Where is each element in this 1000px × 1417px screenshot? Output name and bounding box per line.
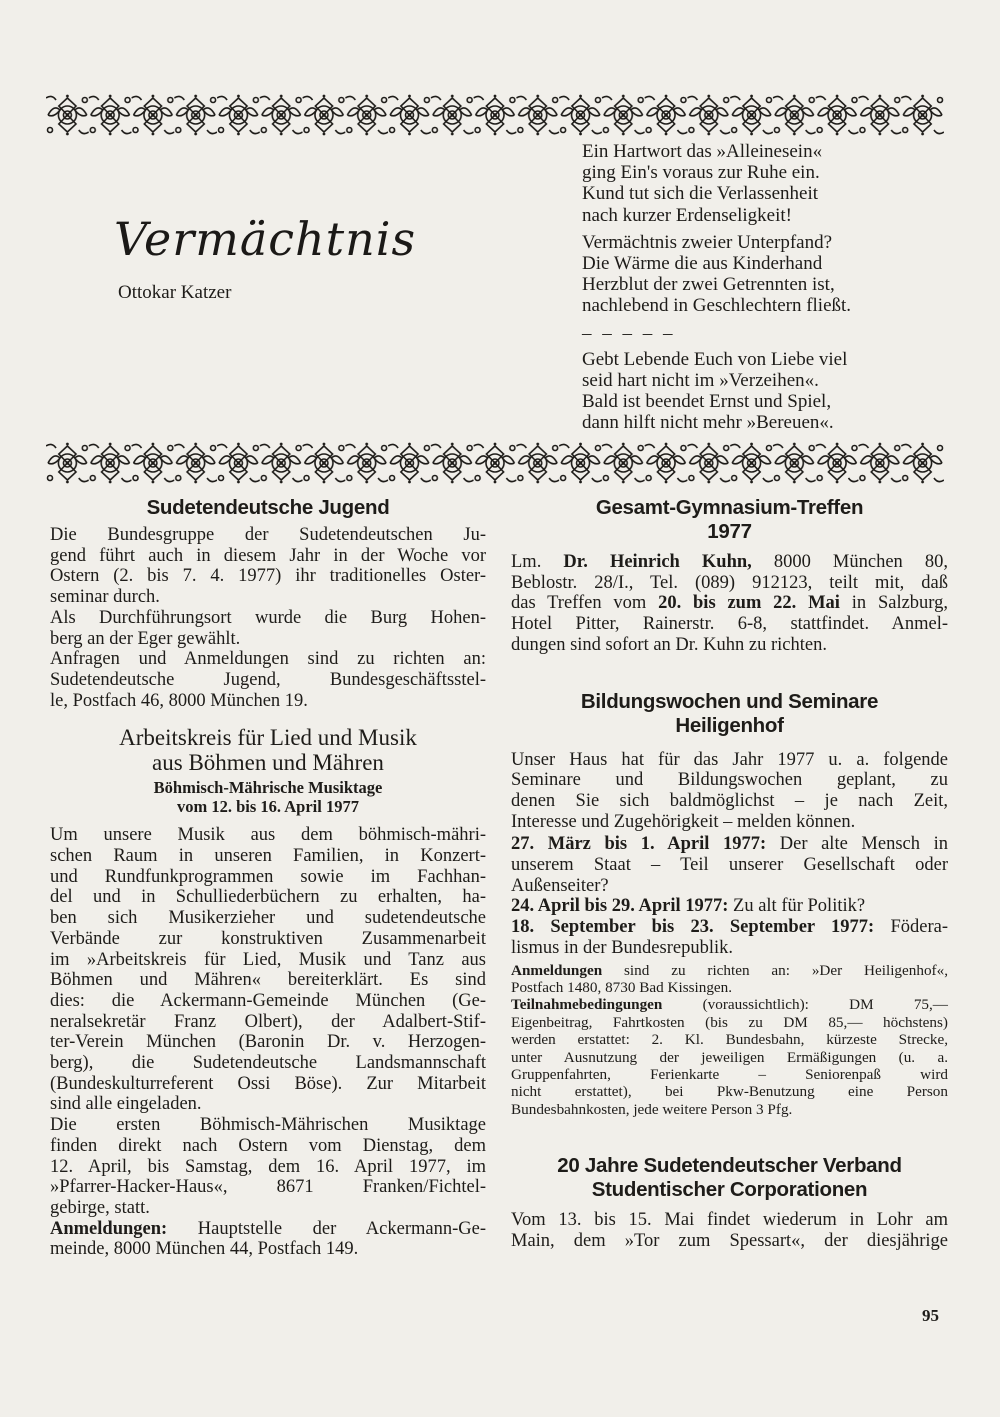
poem-line: Vermächtnis zweier Unterpfand? — [582, 231, 833, 253]
text-line: le, Postfach 46, 8000 München 19. — [50, 690, 308, 711]
ornamental-lace-border-icon — [46, 92, 944, 138]
section-arbeitskreis — [50, 725, 486, 1260]
conditions-text: (voraussichtlich): DM 75,— — [662, 996, 948, 1014]
seminar-title: Zu alt für Politik? — [728, 896, 866, 917]
section-heading: Bildungswochen und Seminare — [580, 689, 879, 713]
text-line: und Rundfunkprogrammen sowie im Fachhan- — [50, 866, 486, 887]
poem-line: dann hilft nicht mehr »Bereuen«. — [582, 412, 834, 434]
text-line: Unser Haus hat für das Jahr 1977 u. a. folgende — [511, 749, 948, 770]
poem-line: nach kurzer Erdenseligkeit! — [582, 204, 792, 226]
text-line: im »Arbeitskreis für Lied, Musik und Tanz aus — [50, 949, 486, 970]
poem-stanza-2 — [582, 232, 922, 317]
poem-line: Kund tut sich die Verlassenheit — [582, 183, 819, 205]
text: Main, dem »Tor zum Spessart«, der diesjährige — [511, 1230, 948, 1251]
section-heading: aus Böhmen und Mähren — [152, 750, 384, 776]
seminar-title: Födera- — [874, 917, 948, 938]
text-line: Ostern (2. bis 7. 4. 1977) ihr traditionelles Oster- — [50, 566, 486, 587]
text-line: unter Ausnutzung der jeweiligen Ermäßigungen (u. a. — [511, 1048, 948, 1066]
section-body — [50, 1219, 486, 1260]
section-gymnasium — [511, 496, 948, 656]
text-line: dies: die Ackermann-Gemeinde München (Ge- — [50, 990, 486, 1011]
section-body — [511, 552, 948, 656]
text-line: Die ersten Böhmisch-Mährischen Musiktage — [50, 1115, 486, 1136]
text-line: finden direkt nach Ostern vom Dienstag, dem — [50, 1135, 486, 1156]
section-body — [511, 1210, 948, 1251]
section-verband — [511, 1154, 948, 1251]
poem-body — [582, 141, 922, 439]
text-line: schen Raum in unseren Familien, in Konzert- — [50, 846, 486, 867]
registration-label: Anmeldungen — [511, 961, 603, 979]
section-heading: 20 Jahre Sudetendeutscher Verband — [557, 1154, 902, 1178]
text-line: Sudetendeutsche Jugend, Bundesgeschäftsstel- — [50, 669, 486, 690]
section-heading: Gesamt-Gymnasium-Treffen — [595, 496, 864, 519]
text-line: ter-Verein München (Baronin Dr. v. Herzogen- — [50, 1032, 486, 1053]
text-line: sind alle eingeladen. — [50, 1094, 202, 1115]
text-line: Um unsere Musik aus dem böhmisch-mähri- — [50, 825, 486, 846]
text-line: gebirge, statt. — [50, 1197, 150, 1218]
text-line: Als Durchführungsort wurde die Burg Hohen- — [50, 607, 486, 628]
seminar-date: 24. April bis 29. April 1977: — [511, 896, 729, 917]
registration-info — [511, 962, 948, 1014]
text: das Treffen vom — [511, 593, 659, 614]
poem-line: Bald ist beendet Ernst und Spiel, — [582, 391, 832, 413]
text-line: Gruppenfahrten, Ferienkarte – Seniorenpaß wird — [511, 1065, 948, 1083]
text-line: »Pfarrer-Hacker-Haus«, 8671 Franken/Fichtel- — [50, 1177, 486, 1198]
section-heading: Studentischer Corporationen — [591, 1178, 868, 1202]
seminar-title: lismus in der Bundesrepublik. — [511, 937, 733, 958]
seminar-date: 27. März bis 1. April 1977: — [511, 834, 767, 855]
anmeldung-text: meinde, 8000 München 44, Postfach 149. — [50, 1239, 359, 1260]
seminar-date: 18. September bis 23. September 1977: — [511, 917, 875, 938]
seminar-title: unserem Staat – Teil unserer Gesellschaft oder — [511, 855, 948, 876]
section-sudetendeutsche-jugend — [50, 496, 486, 711]
section-bildungswochen — [511, 690, 948, 1119]
conditions-label: Teilnahmebedingungen — [511, 996, 663, 1014]
text-line: Die Bundesgruppe der Sudetendeutschen Ju- — [50, 525, 486, 545]
text-line: Interesse und Zugehörigkeit – melden können. — [511, 811, 856, 832]
poem-author: Ottokar Katzer — [118, 282, 232, 303]
text-line: Seminare und Bildungswochen geplant, zu — [511, 770, 948, 791]
text-line: 12. April, bis Samstag, dem 16. April 1977, im — [50, 1156, 486, 1177]
ornamental-border-top — [46, 92, 944, 138]
seminar-title: Außenseiter? — [511, 875, 609, 896]
section-heading: Sudetendeutsche Jugend — [146, 496, 390, 519]
text-line: werden erstattet: 2. Kl. Bundesbahn, kürzeste Strecke, — [511, 1031, 948, 1049]
poem-stanza-1 — [582, 141, 922, 226]
text: dungen sind sofort an Dr. Kuhn zu richten. — [511, 634, 827, 655]
registration-text: sind zu richten an: »Der Heiligenhof«, — [602, 961, 948, 979]
text-line: berg an der Eger gewählt. — [50, 628, 241, 649]
ornamental-border-middle — [46, 440, 944, 486]
poem-line: Ein Hartwort das »Alleinesein« — [582, 141, 823, 162]
section-heading: Arbeitskreis für Lied und Musik — [119, 725, 417, 751]
text: Vom 13. bis 15. Mai findet wiederum in Lohr am — [511, 1210, 948, 1231]
poem-line: Gebt Lebende Euch von Liebe viel — [582, 348, 848, 370]
text-line: denen Sie sich baldmöglichst – je nach Zeit, — [511, 790, 948, 811]
text-line: gend führt auch in diesem Jahr in der Woche vor — [50, 545, 486, 566]
section-subheading: Böhmisch-Mährische Musiktage — [153, 778, 383, 798]
poem-stanza-3 — [582, 349, 922, 434]
seminar-title: Der alte Mensch in — [766, 834, 948, 855]
text: Lm. — [511, 552, 564, 572]
poem-line: ging Ein's voraus zur Ruhe ein. — [582, 162, 820, 184]
conditions-body — [511, 1014, 948, 1118]
page-number: 95 — [922, 1306, 939, 1325]
section-subheading: vom 12. bis 16. April 1977 — [177, 797, 359, 817]
text-line: neralsekretär Franz Olbert), der Adalbert-Stif- — [50, 1011, 486, 1032]
poem-line: seid hart nicht im »Verzeihen«. — [582, 369, 819, 391]
text-line: Verbände zur konstruktiven Zusammenarbeit — [50, 928, 486, 949]
section-body — [50, 825, 486, 1218]
event-date: 20. bis zum 22. Mai — [658, 593, 840, 614]
poem-line: Herzblut der zwei Getrennten ist, — [582, 274, 835, 296]
anmeldung-label: Anmeldungen: — [50, 1218, 168, 1239]
section-heading: Heiligenhof — [675, 713, 784, 737]
poem-title: Vermächtnis — [114, 212, 417, 266]
text-line: Anfragen und Anmeldungen sind zu richten an: — [50, 649, 486, 670]
anmeldung-text: Hauptstelle der Ackermann-Ge- — [167, 1218, 486, 1239]
text: Beblostr. 28/I., Tel. (089) 912123, teilt mit, daß — [511, 572, 948, 593]
left-column — [50, 496, 486, 1260]
text-line: (Bundeskulturreferent Ossi Böse). Zur Mitarbeit — [50, 1073, 486, 1094]
poem-line: Die Wärme die aus Kinderhand — [582, 253, 823, 275]
text-line: seminar durch. — [50, 587, 160, 608]
text-line: berg), die Sudetendeutsche Landsmannschaft — [50, 1053, 486, 1074]
text: Hotel Pitter, Rainerstr. 6-8, stattfindet. Anmel- — [511, 614, 948, 635]
seminar-list — [511, 834, 948, 958]
text-line: nicht erstattet), bei Pkw-Benutzung eine Person — [511, 1083, 948, 1101]
text: in Salzburg, — [839, 593, 948, 614]
right-column — [511, 496, 948, 1252]
section-heading: 1977 — [707, 520, 752, 543]
text-line: Bundesbahnkosten, jede weitere Person 3 Pfg. — [511, 1100, 793, 1118]
section-body — [511, 750, 948, 833]
text-line: Eigenbeitrag, Fahrtkosten (bis zu DM 85,— höchstens) — [511, 1013, 948, 1031]
ornamental-lace-border-icon — [46, 440, 944, 486]
text-line: ben sich Musikerzieher und sudetendeutsche — [50, 908, 486, 929]
poem-separator: – – – – – — [582, 322, 676, 344]
registration-text: Postfach 1480, 8730 Bad Kissingen. — [511, 978, 733, 996]
person-name: Dr. Heinrich Kuhn, — [563, 552, 752, 572]
section-body — [50, 525, 486, 711]
text: 8000 München 80, — [751, 552, 948, 572]
text-line: del und in Schulliederbüchern zu erhalten, ha- — [50, 887, 486, 908]
poem-line: nachlebend in Geschlechtern fließt. — [582, 295, 852, 317]
text-line: Böhmen und Mähren« bereiterklärt. Es sind — [50, 970, 486, 991]
